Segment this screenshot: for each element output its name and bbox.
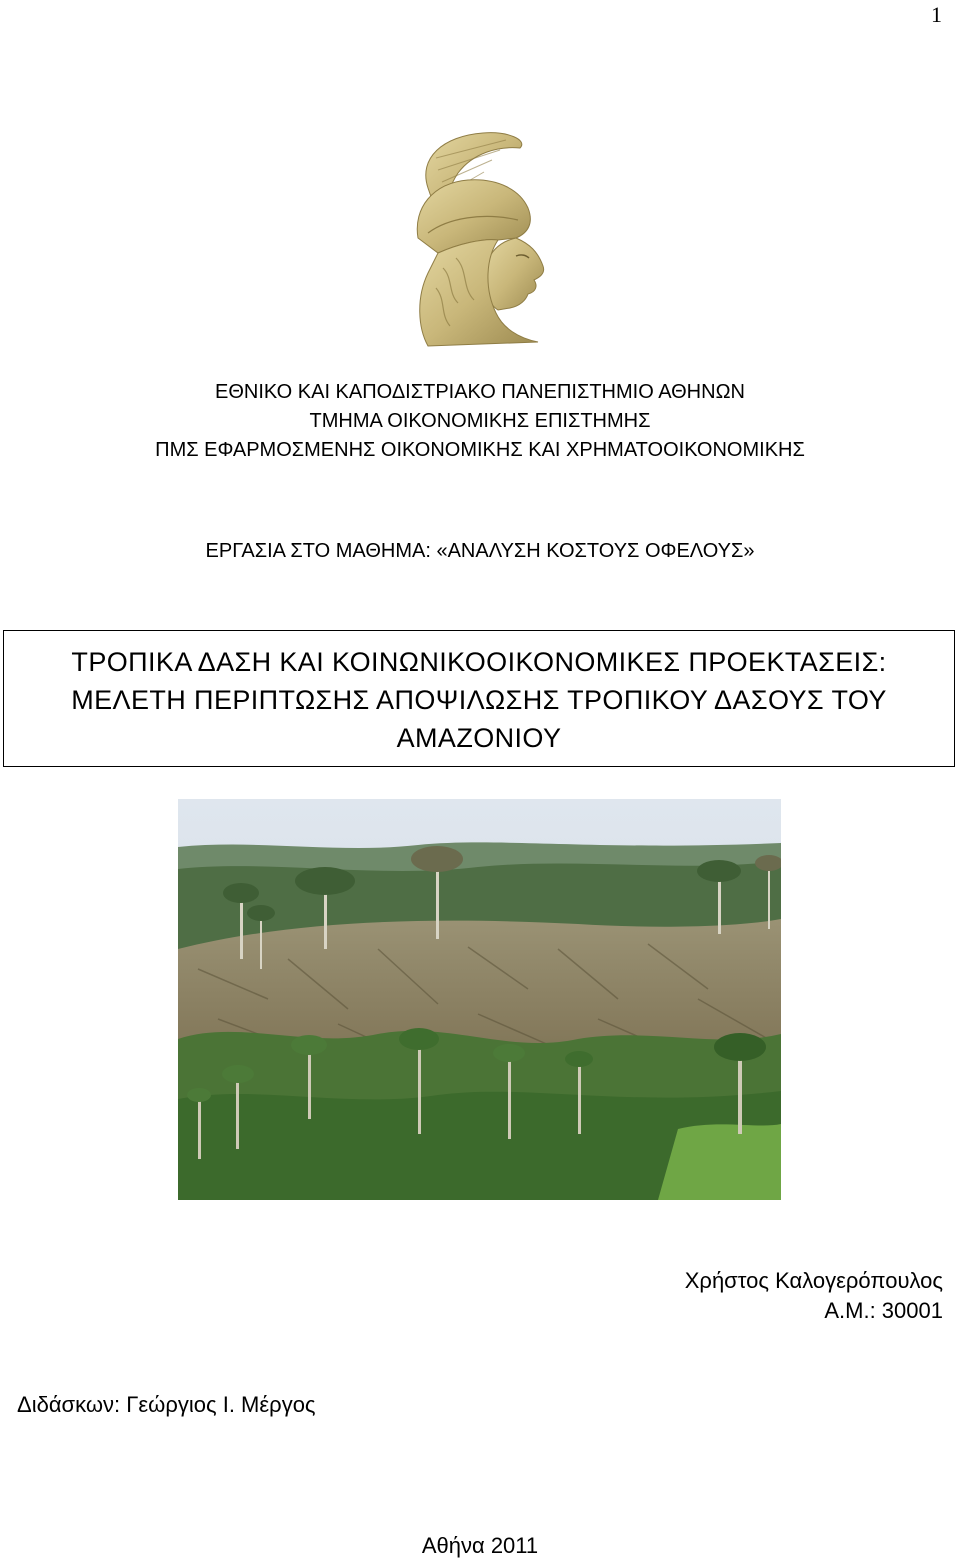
title-line-2: ΜΕΛΕΤΗ ΠΕΡΙΠΤΩΣΗΣ ΑΠΟΨΙΛΩΣΗΣ ΤΡΟΠΙΚΟΥ ΔΑΣΟΥΣ ΤΟΥ (71, 685, 887, 715)
university-header (0, 378, 960, 465)
department-name: ΤΜΗΜΑ ΟΙΚΟΝΟΜΙΚΗΣ ΕΠΙΣΤΗΜΗΣ (309, 410, 651, 432)
title-box (3, 630, 955, 767)
author-block (685, 1266, 943, 1326)
student-id: Α.Μ.: 30001 (824, 1298, 943, 1323)
athena-logo-icon (388, 128, 568, 350)
course-line: ΕΡΓΑΣΙΑ ΣΤΟ ΜΑΘΗΜΑ: «ΑΝΑΛΥΣΗ ΚΟΣΤΟΥΣ ΟΦΕΛΟΥΣ» (205, 540, 755, 562)
title-line-1: ΤΡΟΠΙΚΑ ΔΑΣΗ ΚΑΙ ΚΟΙΝΩΝΙΚΟΟΙΚΟΝΟΜΙΚΕΣ ΠΡΟΕΚΤΑΣΕΙΣ: (71, 647, 887, 677)
city-year: Αθήνα 2011 (421, 1533, 539, 1558)
program-name: ΠΜΣ ΕΦΑΡΜΟΣΜΕΝΗΣ ΟΙΚΟΝΟΜΙΚΗΣ ΚΑΙ ΧΡΗΜΑΤΟΟΙΚΟΝΟΜΙΚΗΣ (155, 439, 805, 461)
author-name: Χρήστος Καλογερόπουλος (684, 1268, 943, 1293)
title-line-3: ΑΜΑΖΟΝΙΟΥ (396, 723, 562, 753)
page-number: 1 (931, 2, 942, 27)
deforestation-photo (178, 799, 781, 1200)
university-name: ΕΘΝΙΚΟ ΚΑΙ ΚΑΠΟΔΙΣΤΡΙΑΚΟ ΠΑΝΕΠΙΣΤΗΜΙΟ ΑΘΗΝΩΝ (215, 381, 745, 403)
teacher-line: Διδάσκων: Γεώργιος Ι. Μέργος (17, 1392, 316, 1417)
